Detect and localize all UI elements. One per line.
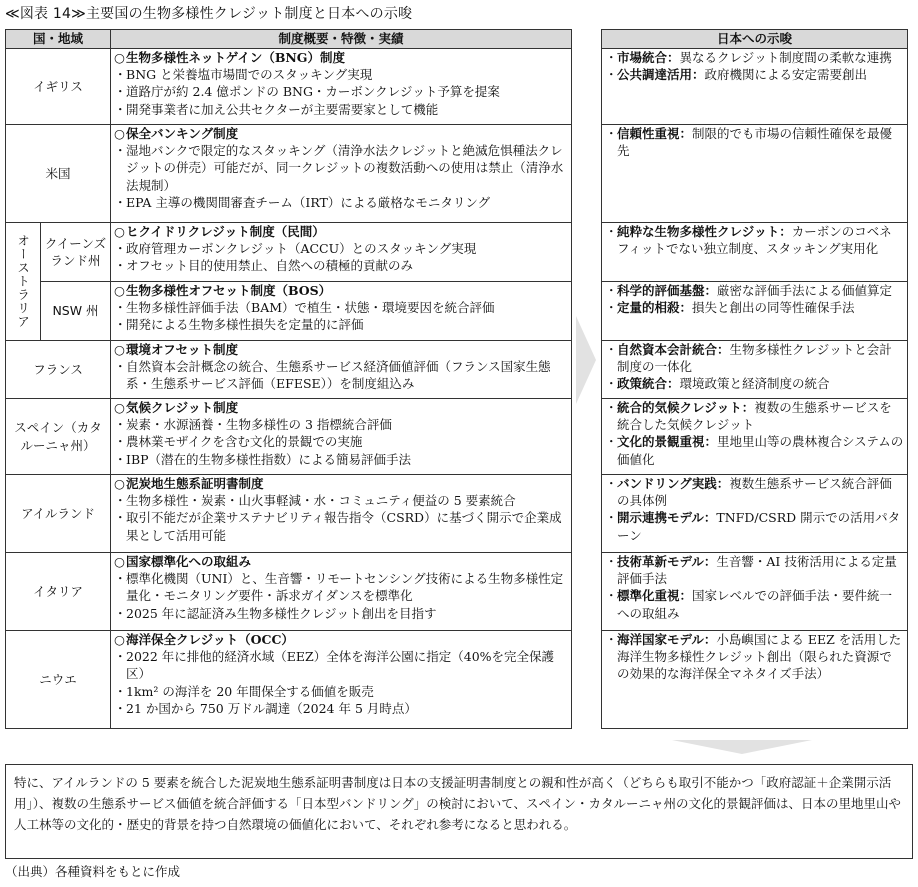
table-row: [602, 282, 908, 341]
down-arrow-icon: [672, 740, 812, 754]
table-row: [6, 631, 572, 729]
country-label-vertical: オーストラリア: [15, 234, 31, 329]
list-item: ・ 取引不能だが企業サステナビリティ報告指令（CSRD）に基づく開示で企業成果として活用可能: [114, 509, 568, 543]
list-item: ・ 政府管理カーボンクレジット（ACCU）とのスタッキング実現: [114, 240, 568, 257]
system-title: ○ ヒクイドリクレジット制度（民間）: [114, 223, 568, 240]
country-cell: アイルランド: [6, 475, 111, 553]
table-row: [602, 631, 908, 729]
list-item: ・ 1km² の海洋を 20 年間保全する価値を販売: [114, 683, 568, 700]
system-title: ○ 生物多様性ネットゲイン（BNG）制度: [114, 49, 568, 66]
header-country: 国・地域: [6, 30, 111, 49]
table-row: [602, 125, 908, 223]
table-row: [6, 475, 572, 553]
list-item: ・ 農林業モザイクを含む文化的景観での実施: [114, 433, 568, 450]
implication-item: ・ 定量的相殺：損失と創出の同等性確保手法: [605, 299, 904, 316]
implication-item: ・ 公共調達活用：政府機関による安定需要創出: [605, 66, 904, 83]
table-row: [602, 553, 908, 631]
overview-cell: [111, 125, 572, 223]
table-row: [6, 49, 572, 125]
implication-item: ・ 信頼性重視：制限的でも市場の信頼性確保を最優先: [605, 125, 904, 159]
source-note: （出典）各種資料をもとに作成: [5, 864, 181, 879]
country-cell: スペイン（カタルーニャ州）: [6, 399, 111, 475]
list-item: ・ 道路庁が約 2.4 億ポンドの BNG・カーボンクレジット予算を提案: [114, 83, 568, 100]
implication-item: ・ 標準化重視：国家レベルでの評価手法・要件統一への取組み: [605, 587, 904, 621]
overview-cell: [111, 553, 572, 631]
implications-table: [601, 29, 908, 729]
implication-item: ・ 科学的評価基盤：厳密な評価手法による価値算定: [605, 282, 904, 299]
implication-cell: [602, 223, 908, 282]
country-cell: 米国: [6, 125, 111, 223]
table-row: [6, 125, 572, 223]
implication-cell: [602, 282, 908, 341]
country-cell: フランス: [6, 341, 111, 399]
country-cell: イギリス: [6, 49, 111, 125]
overview-cell: [111, 341, 572, 399]
table-row: [6, 399, 572, 475]
implication-cell: [602, 49, 908, 125]
header-implications: 日本への示唆: [602, 30, 908, 49]
list-item: ・ EPA 主導の機関間審査チーム（IRT）による厳格なモニタリング: [114, 194, 568, 211]
overview-cell: [111, 399, 572, 475]
implication-item: ・ 自然資本会計統合：生物多様性クレジットと会計制度の一体化: [605, 341, 904, 375]
implication-cell: [602, 631, 908, 729]
table-row: [6, 282, 572, 341]
overview-cell: [111, 49, 572, 125]
country-cell: ニウエ: [6, 631, 111, 729]
implication-item: ・ 統合的気候クレジット：複数の生態系サービスを統合した気候クレジット: [605, 399, 904, 433]
list-item: ・ 2025 年に認証済み生物多様性クレジット創出を目指す: [114, 605, 568, 622]
implication-cell: [602, 399, 908, 475]
table-row: [602, 475, 908, 553]
systems-table: [5, 29, 572, 729]
system-title: ○ 泥炭地生態系証明書制度: [114, 475, 568, 492]
list-item: ・ 生物多様性・炭素・山火事軽減・水・コミュニティ便益の 5 要素統合: [114, 492, 568, 509]
system-title: ○ 保全バンキング制度: [114, 125, 568, 142]
implication-item: ・ 文化的景観重視：里地里山等の農林複合システムの価値化: [605, 433, 904, 467]
table-row: [6, 553, 572, 631]
list-item: ・ 湿地バンクで限定的なスタッキング（清浄水法クレジットと絶滅危惧種法クレジットの併売）可能だが、同一クレジットの複数活動への使用は禁止（清浄水法規制）: [114, 142, 568, 194]
list-item: ・ 開発事業者に加え公共セクターが主要需要家として機能: [114, 101, 568, 118]
list-item: ・ 自然資本会計概念の統合、生態系サービス経済価値評価（フランス国家生態系・生態系サービス評価（EFESE））を制度組込み: [114, 358, 568, 392]
implication-cell: [602, 475, 908, 553]
implication-item: ・ バンドリング実践：複数生態系サービス統合評価の具体例: [605, 475, 904, 509]
overview-cell: [111, 282, 572, 341]
table-row: [602, 49, 908, 125]
implication-item: ・ 政策統合：環境政策と経済制度の統合: [605, 375, 904, 392]
table-row: [602, 341, 908, 399]
implication-item: ・ 海洋国家モデル：小島嶼国による EEZ を活用した海洋生物多様性クレジット創出（限られた資源での効果的な海洋保全マネタイズ手法）: [605, 631, 904, 683]
list-item: ・ 21 か国から 750 万ドル調達（2024 年 5 月時点）: [114, 700, 568, 717]
header-overview: 制度概要・特徴・実績: [111, 30, 572, 49]
list-item: ・ BNG と栄養塩市場間でのスタッキング実現: [114, 66, 568, 83]
system-title: ○ 環境オフセット制度: [114, 341, 568, 358]
country-cell: [6, 223, 41, 341]
overview-cell: [111, 475, 572, 553]
implication-item: ・ 技術革新モデル：生音響・AI 技術活用による定量評価手法: [605, 553, 904, 587]
region-cell: NSW 州: [41, 282, 111, 341]
implication-item: ・ 市場統合：異なるクレジット制度間の柔軟な連携: [605, 49, 904, 66]
implication-item: ・ 純粋な生物多様性クレジット：カーボンのコベネフィットでない独立制度、スタッキング実用化: [605, 223, 904, 257]
implication-cell: [602, 341, 908, 399]
region-cell: クイーンズランド州: [41, 223, 111, 282]
figure-title: ≪図表 14≫主要国の生物多様性クレジット制度と日本への示唆: [5, 6, 413, 22]
table-row: [602, 223, 908, 282]
system-title: ○ 生物多様性オフセット制度（BOS）: [114, 282, 568, 299]
list-item: ・ 標準化機関（UNI）と、生音響・リモートセンシング技術による生物多様性定量化・モニタリング要件・訴求ガイダンスを標準化: [114, 570, 568, 604]
table-row: [602, 399, 908, 475]
summary-box: 特に、アイルランドの 5 要素を統合した泥炭地生態系証明書制度は日本の支援証明書制度との親和性が高く（どちらも取引不能かつ「政府認証＋企業開示活用」）、複数の生態系サービス価値を統合評価する「日本型バンドリング」の検討において、スペイン・カタルーニャ州の文化的景観評価は、日本の里地里山や人工林等の文化的・歴史的背景を持つ自然環境の価値化において、それぞれ参考になると思われる。: [5, 764, 913, 859]
list-item: ・ 炭素・水源涵養・生物多様性の 3 指標統合評価: [114, 416, 568, 433]
overview-cell: [111, 631, 572, 729]
list-item: ・ 開発による生物多様性損失を定量的に評価: [114, 316, 568, 333]
country-cell: イタリア: [6, 553, 111, 631]
list-item: ・ 生物多様性評価手法（BAM）で植生・状態・環境要因を統合評価: [114, 299, 568, 316]
list-item: ・ オフセット目的使用禁止、自然への積極的貢献のみ: [114, 257, 568, 274]
right-arrow-icon: [576, 316, 596, 404]
implication-cell: [602, 553, 908, 631]
table-row: [6, 341, 572, 399]
list-item: ・ IBP（潜在的生物多様性指数）による簡易評価手法: [114, 451, 568, 468]
system-title: ○ 海洋保全クレジット（OCC）: [114, 631, 568, 648]
overview-cell: [111, 223, 572, 282]
system-title: ○ 国家標準化への取組み: [114, 553, 568, 570]
list-item: ・ 2022 年に排他的経済水域（EEZ）全体を海洋公園に指定（40%を完全保護区）: [114, 648, 568, 682]
implication-item: ・ 開示連携モデル：TNFD/CSRD 開示での活用パターン: [605, 509, 904, 543]
implication-cell: [602, 125, 908, 223]
system-title: ○ 気候クレジット制度: [114, 399, 568, 416]
table-row: [6, 223, 572, 282]
